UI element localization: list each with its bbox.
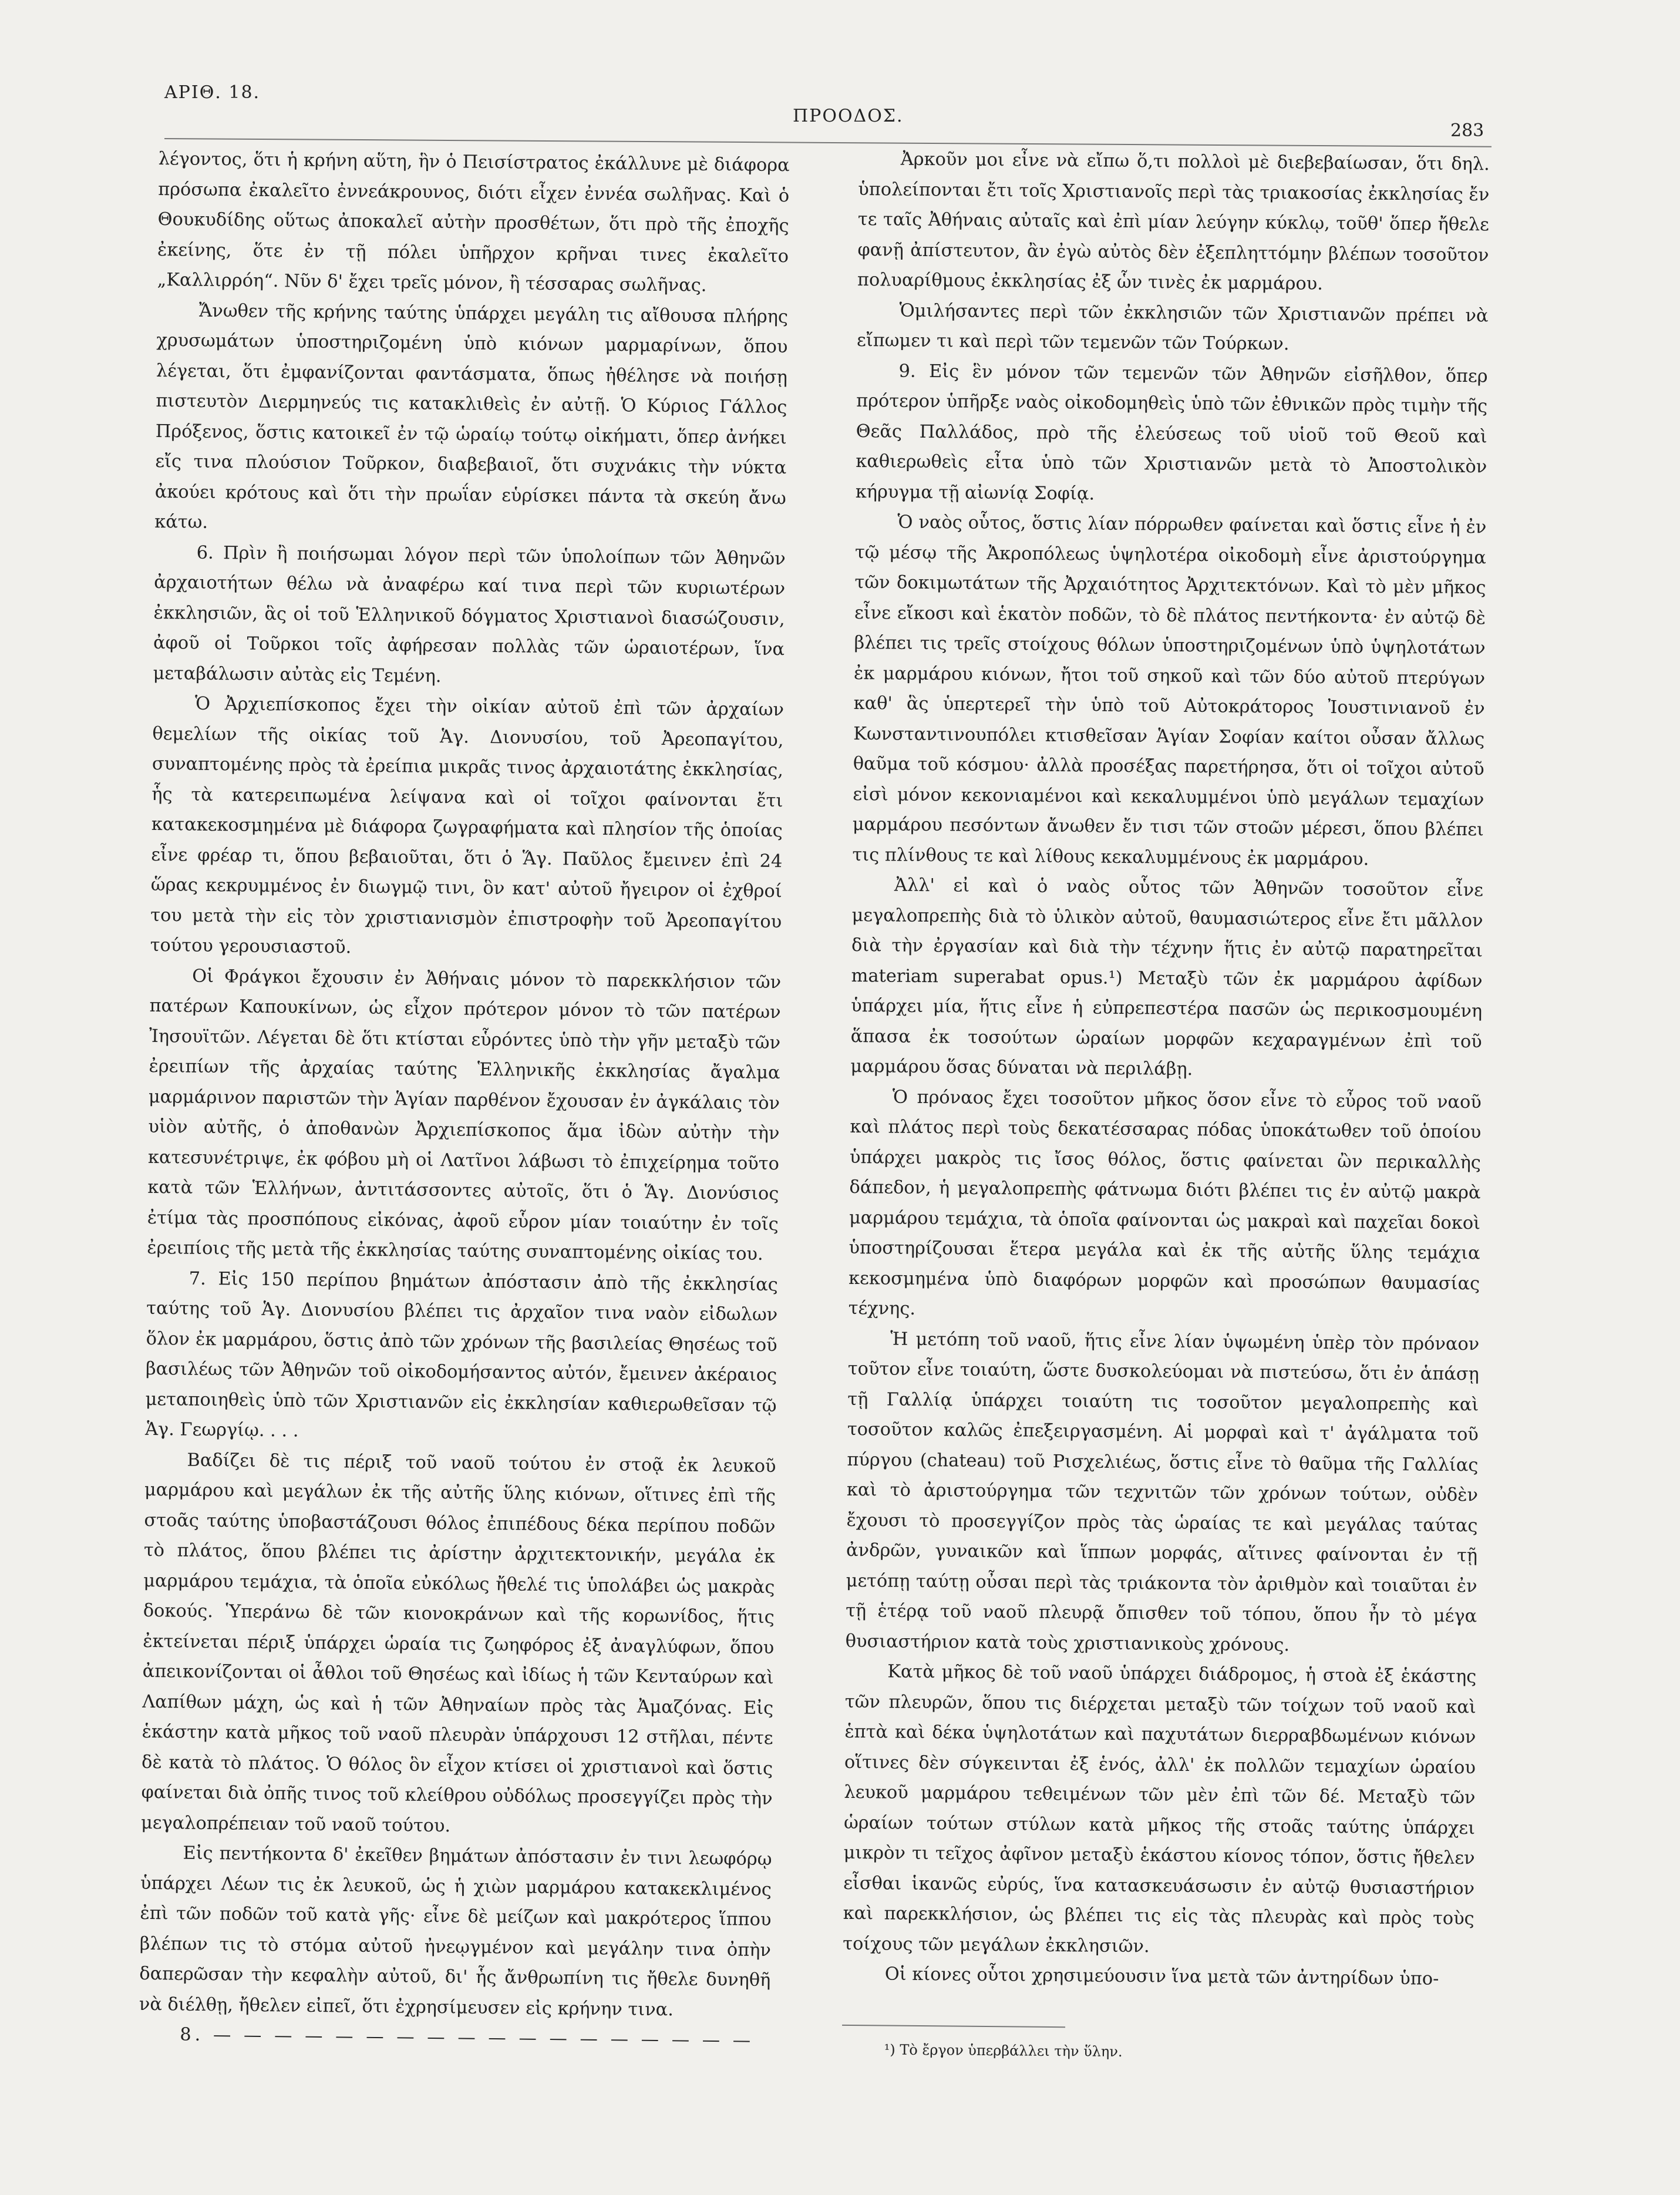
paragraph: Οἱ Φράγκοι ἔχουσιν ἐν Ἀθήναις μόνον τὸ παρεκκλήσιον τῶν πατέρων Καπουκίνων, ὡς εἶχον πρότερον μόνον τὸ τῶν πατέρων Ἰησουϊτῶν. Λέγεται δὲ ὅτι κτίσται εὗρόντες ὑπὸ τὴν γῆν μεταξὺ τῶν ἐρειπίων τῆς ἀρχαίας ταύτης Ἑλληνικῆς ἐκκλησίας ἄγαλμα μαρμάρινον παριστῶν τὴν Ἁγίαν παρθένον ἔχουσαν ἐν ἀγκάλαις τὸν υἱὸν αὐτῆς, ὁ ἀποθανὼν Ἀρχιεπίσκοπος ἅμα ἰδὼν αὐτὴν τὴν κατεσυνέτριψε, ἐκ φόβου μὴ οἱ Λατῖνοι λάβωσι τὸ ἐπιχείρημα τοῦτο κατὰ τῶν Ἑλλήνων, ἀντιτάσσοντες αὐτοῖς, ὅτι ὁ Ἅγ. Διονύσιος ἐτίμα τὰς προσπόπους εἰκόνας, ἀφοῦ εὗρον μίαν τοιαύτην ἐν τοῖς ἐρειπίοις τῆς μετὰ τῆς ἐκκλησίας ταύτης συναπτομένης οἰκίας του. <box>147 966 782 1265</box>
right-column <box>842 144 1490 2065</box>
paragraph: Ἄνωθεν τῆς κρήνης ταύτης ὑπάρχει μεγάλη τις αἴθουσα πλήρης χρυσωμάτων ὑποστηριζομένη ὑπὸ κιόνων μαρμαρίνων, ὅπου λέγεται, ὅτι ἐμφανίζονται φαντάσματα, ὅπως ἠθέλησε νὰ ποιήσῃ πιστευτὸν Διερμηνεύς τις κατακλιθεὶς ἐν αὐτῇ. Ὁ Κύριος Γάλλος Πρόξενος, ὅστις κατοικεῖ ἐν τῷ ὡραίῳ τούτῳ οἰκήματι, ὅπερ ἀνήκει εἴς τινα πλούσιον Τοῦρκον, διαβεβαιοῖ, ὅτι συχνάκις τὴν νύκτα ἀκούει κρότους καὶ ὅτι τὴν πρωΐαν εὑρίσκει πάντα τὰ σκεύη ἄνω κάτω. <box>154 300 789 533</box>
journal-title: ΠΡΟΟΔΟΣ. <box>793 106 904 126</box>
paragraph: 6. Πρὶν ἢ ποιήσωμαι λόγον περὶ τῶν ὑπολοίπων τῶν Ἀθηνῶν ἀρχαιοτήτων θέλω νὰ ἀναφέρω καί τινα περὶ τῶν κυριωτέρων ἐκκλησιῶν, ἃς οἱ τοῦ Ἑλληνικοῦ δόγματος Χριστιανοὶ διασώζουσιν, ἀφοῦ οἱ Τοῦρκοι τοῖς ἀφήρεσαν πολλὰς τῶν ὡραιοτέρων, ἵνα μεταβάλωσιν αὐτὰς εἰς Τεμένη. <box>153 542 786 687</box>
paragraph: Ὁ πρόναος ἔχει τοσοῦτον μῆκος ὅσον εἶνε τὸ εὖρος τοῦ ναοῦ καὶ πλάτος περὶ τοὺς δεκατέσσαρας πόδας ὑποκάτωθεν τοῦ ὁποίου ὑπάρχει μακρὸς τις ἴσος θόλος, ὅστις φαίνεται ὢν περικαλλὴς δάπεδον, ἡ μεγαλοπρεπὴς φάτνωμα διότι βλέπει τις ἐν αὐτῷ μακρὰ μαρμάρου τεμάχια, τὰ ὁποῖα φαίνονται ὡς μακραὶ καὶ παχεῖαι δοκοὶ ὑποστηρίζουσαι ἕτερα μεγάλα καὶ ἐκ τῆς αὐτῆς ὕλης τεμάχια κεκοσμημένα ὑπὸ διαφόρων μορφῶν καὶ προσώπων θαυμασίας τέχνης. <box>848 1087 1482 1319</box>
paragraph: Ἀλλ' εἰ καὶ ὁ ναὸς οὗτος τῶν Ἀθηνῶν τοσοῦτον εἶνε μεγαλοπρεπὴς διὰ τὸ ὑλικὸν αὐτοῦ, θαυμασιώτερος εἶνε ἔτι μᾶλλον διὰ τὴν ἐργασίαν καὶ διὰ τὴν τέχνην ἥτις ἐν αὐτῷ παρατηρεῖται materiam superabat opus.¹) Μεταξὺ τῶν ἐκ μαρμάρου ἀφίδων ὑπάρχει μία, ἥτις εἶνε ἡ εὐπρεπεστέρα πασῶν ὡς περικοσμουμένη ἅπασα ἐκ τοσούτων ὡραίων μορφῶν κεχαραγμένων ἐπὶ τοῦ μαρμάρου ὅσας δύναται νὰ περιλάβῃ. <box>850 875 1484 1080</box>
paragraph: Ἀρκοῦν μοι εἶνε νὰ εἴπω ὅ,τι πολλοὶ μὲ διεβεβαίωσαν, ὅτι δηλ. ὑπολείπονται ἔτι τοῖς Χριστιανοῖς περὶ τὰς τριακοσίας ἐκκλησίας ἔν τε ταῖς Ἀθήναις αὐταῖς καὶ ἐπὶ μίαν λεύγην κύκλῳ, τοῦθ' ὅπερ ἤθελε φανῇ ἀπίστευτον, ἂν ἐγὼ αὐτὸς δὲν ἐξεπληττόμην βλέπων τοσοῦτον πολυαρίθμους ἐκκλησίας ἐξ ὧν τινὲς ἐκ μαρμάρου. <box>857 149 1490 294</box>
paragraph: Ὁ ναὸς οὗτος, ὅστις λίαν πόρρωθεν φαίνεται καὶ ὅστις εἶνε ἡ ἐν τῷ μέσῳ τῆς Ἀκροπόλεως ὑψηλοτέρα οἰκοδομὴ εἶνε ἀριστούργημα τῶν δοκιμωτάτων τῆς Ἀρχαιότητος Ἀρχιτεκτόνων. Καὶ τὸ μὲν μῆκος εἶνε εἴκοσι καὶ ἑκατὸν ποδῶν, τὸ δὲ πλάτος πεντήκοντα· ἐν αὐτῷ δὲ βλέπει τις τρεῖς στοίχους θόλων ὑποστηριζομένων ὑπὸ ὑψηλοτάτων ἐκ μαρμάρου κιόνων, ἤτοι τοῦ σηκοῦ καὶ τῶν δύο αὐτοῦ πτερύγων καθ' ἃς ὑπερτερεῖ τὴν ὑπὸ τοῦ Αὐτοκράτορος Ἰουστινιανοῦ ἐν Κωνσταντινουπόλει κτισθεῖσαν Ἁγίαν Σοφίαν καίτοι οὖσαν ἄλλως θαῦμα τοῦ κόσμου· ἀλλὰ προσέξας παρετήρησα, ὅτι οἱ τοῖχοι αὐτοῦ εἰσὶ μόνον κεκονιαμένοι καὶ κεκαλυμμένοι ὑπὸ μεγάλων τεμαχίων μαρμάρου πεσόντων ἄνωθεν ἔν τισι τῶν στοῶν μέρεσι, ὅπου βλέπει τις πλίνθους τε καὶ λίθους κεκαλυμμένους ἐκ μαρμάρου. <box>852 512 1487 870</box>
paragraph: Ὁ Ἀρχιεπίσκοπος ἔχει τὴν οἰκίαν αὐτοῦ ἐπὶ τῶν ἀρχαίων θεμελίων τῆς οἰκίας τοῦ Ἁγ. Διονυσίου, τοῦ Ἀρεοπαγίτου, συναπτομένης πρὸς τὰ ἐρείπια μικρᾶς τινος ἀρχαιοτάτης ἐκκλησίας, ἧς τὰ κατερειπωμένα λείψανα καὶ οἱ τοῖχοι φαίνονται ἔτι κατακεκοσμημένα μὲ διάφορα ζωγραφήματα καὶ πλησίον τῆς ὁποίας εἶνε φρέαρ τι, ὅπου βεβαιοῦται, ὅτι ὁ Ἅγ. Παῦλος ἔμεινεν ἐπὶ 24 ὥρας κεκρυμμένος ἐν διωγμῷ τινι, ὃν κατ' αὐτοῦ ἤγειρον οἱ ἐχθροί του μετὰ τὴν εἰς τὸν χριστιανισμὸν ἐπιστροφὴν τοῦ Ἀρεοπαγίτου τούτου γερουσιαστοῦ. <box>150 693 785 958</box>
paragraph: Εἰς πεντήκοντα δ' ἐκεῖθεν βημάτων ἀπόστασιν ἐν τινι λεωφόρῳ ὑπάρχει Λέων τις ἐκ λευκοῦ, ὡς ἡ χιὼν μαρμάρου κατακεκλιμένος ἐπὶ τῶν ποδῶν τοῦ κατὰ γῆς· εἶνε δὲ μείζων καὶ μακρότερος ἵππου βλέπων τις τὸ στόμα αὐτοῦ ἠνεῳγμένον καὶ μεγάλην τινα ὀπὴν δαπερῶσαν τὴν κεφαλὴν αὐτοῦ, δι' ἧς ἄνθρωπίνη τις ἤθελε δυνηθῆ νὰ διέλθῃ, ἤθελεν εἰπεῖ, ὅτι ἐχρησίμευσεν εἰς κρήνην τινα. <box>139 1843 772 2020</box>
paragraph: Ὁμιλήσαντες περὶ τῶν ἐκκλησιῶν τῶν Χριστιανῶν πρέπει νὰ εἴπωμεν τι καὶ περὶ τῶν τεμενῶν τῶν Τούρκων. <box>856 300 1489 355</box>
paragraph: 9. Εἰς ἓν μόνον τῶν τεμενῶν τῶν Ἀθηνῶν εἰσῆλθον, ὅπερ πρότερον ὑπῆρξε ναὸς οἰκοδομηθεὶς ὑπὸ τῶν ἐθνικῶν πρὸς τιμὴν τῆς Θεᾶς Παλλάδος, πρὸ τῆς ἐλεύσεως τοῦ υἱοῦ τοῦ Θεοῦ καὶ καθιερωθεὶς εἶτα ὑπὸ τῶν Χριστιανῶν μετὰ τὸ Ἀποστολικὸν κήρυγμα τῇ αἰωνίᾳ Σοφίᾳ. <box>855 361 1488 505</box>
footnote: ¹) Τὸ ἔργον ὑπερβάλλει τὴν ὕλην. <box>884 2041 1123 2060</box>
left-column <box>139 144 790 2056</box>
paragraph: 7. Εἰς 150 περίπου βημάτων ἀπόστασιν ἀπὸ τῆς ἐκκλησίας ταύτης τοῦ Ἁγ. Διονυσίου βλέπει τις ἀρχαῖον τινα ναὸν εἰδωλων ὅλον ἐκ μαρμάρου, ὅστις ἀπὸ τῶν χρόνων τῆς βασιλείας Θησέως τοῦ βασιλέως τῶν Ἀθηνῶν τοῦ οἰκοδομήσαντος αὐτόν, ἔμεινεν ἀκέραιος μεταποιηθεὶς ὑπὸ τῶν Χριστιανῶν εἰς ἐκκλησίαν καθιερωθεῖσαν τῷ Ἁγ. Γεωργίῳ. . . . <box>144 1268 778 1441</box>
paragraph: Κατὰ μῆκος δὲ τοῦ ναοῦ ὑπάρχει διάδρομος, ἡ στοὰ ἐξ ἑκάστης τῶν πλευρῶν, ὅπου τις διέρχεται μεταξὺ τῶν τοίχων τοῦ ναοῦ καὶ ἑπτὰ καὶ δέκα ὑψηλοτάτων καὶ παχυτάτων διερραβδωμένων κιόνων οἵτινες δὲν σύγκεινται ἐξ ἑνός, ἀλλ' ἐκ πολλῶν τεμαχίων ὡραίου λευκοῦ μαρμάρου τεθειμένων τῶν μὲν ἐπὶ τῶν δέ. Μεταξὺ τῶν ὡραίων τούτων στύλων κατὰ μῆκος τῆς στοᾶς ταύτης ὑπάρχει μικρὸν τι τεῖχος ἀφῖνον μεταξὺ ἑκάστου κίονος τόπον, ὅστις ἤθελεν εἶσθαι ἱκανῶς εὐρύς, ἵνα κατασκευάσωσιν ἐν αὐτῷ θυσιαστήριον καὶ παρεκκλήσιον, ὡς βλέπει τις εἰς τὰς πλευρὰς καὶ πρὸς τοὺς τοίχους τῶν μεγάλων ἐκκλησιῶν. <box>843 1661 1477 1957</box>
paragraph: Οἱ κίονες οὗτοι χρησιμεύουσιν ἵνα μετὰ τῶν ἀντηρίδων ὑπο- <box>884 1964 1439 1989</box>
paragraph: λέγοντος, ὅτι ἡ κρήνη αὕτη, ἣν ὁ Πεισίστρατος ἐκάλλυνε μὲ διάφορα πρόσωπα ἐκαλεῖτο ἐννεάκρουνος, διότι εἶχεν ἐννέα σωλῆνας. Καὶ ὁ Θουκυδίδης οὕτως ἀποκαλεῖ αὐτὴν προσθέτων, ὅτι πρὸ τῆς ἐποχῆς ἐκείνης, ὅτε ἐν τῇ πόλει ὑπῆρχον κρῆναι τινες ἐκαλεῖτο „Καλλιρρόη“. Νῦν δ' ἔχει τρεῖς μόνον, ἢ τέσσαρας σωλῆνας. <box>157 148 790 296</box>
page-number: 283 <box>1450 120 1484 141</box>
page-header <box>164 76 1497 153</box>
issue-number: ΑΡΙΘ. 18. <box>164 82 261 103</box>
paragraph: Βαδίζει δὲ τις πέριξ τοῦ ναοῦ τούτου ἐν στοᾷ ἐκ λευκοῦ μαρμάρου καὶ μεγάλων ἐκ τῆς αὐτῆς ὕλης κιόνων, οἵτινες ἐπὶ τῆς στοᾶς ταύτης ὑποβαστάζουσι θόλος ἐπιπέδους δέκα περίπου ποδῶν τὸ πλάτος, ὅπου βλέπει τις ἀρίστην ἀρχιτεκτονικήν, μεγάλα ἐκ μαρμάρου τεμάχια, τὰ ὁποῖα εὐκόλως ἤθελέ τις ὑπολάβει ὡς μακρὰς δοκούς. Ὑπεράνω δὲ τῶν κιονοκράνων καὶ τῆς κορωνίδος, ἥτις ἐκτείνεται πέριξ ὑπάρχει ὡραία τις ζωηφόρος ἐξ ἀναγλύφων, ὅπου ἀπεικονίζονται οἱ ἆθλοι τοῦ Θησέως καὶ ἰδίως ἡ τῶν Κενταύρων καὶ Λαπίθων μάχη, ὡς καὶ ἡ τῶν Ἀθηναίων πρὸς τὰς Ἀμαζόνας. Εἰς ἑκάστην κατὰ μῆκος τοῦ ναοῦ πλευρὰν ὑπάρχουσι 12 στῆλαι, πέντε δὲ κατὰ τὸ πλάτος. Ὁ θόλος ὃν εἶχον κτίσει οἱ χριστιανοὶ καὶ ὅστις φαίνεται διὰ ὀπῆς τινος τοῦ κλείθρου οὐδόλως προσεγγίζει πρὸς τὴν μεγαλοπρέπειαν τοῦ ναοῦ τούτου. <box>140 1450 776 1836</box>
paragraph: Ἡ μετόπη τοῦ ναοῦ, ἥτις εἶνε λίαν ὑψωμένη ὑπὲρ τὸν πρόναον τοῦτον εἶνε τοιαύτη, ὥστε δυσκολεύομαι νὰ πιστεύσω, ὅτι ἐν ἁπάσῃ τῇ Γαλλίᾳ ὑπάρχει τοιαύτη τις τοσοῦτον μεγαλοπρεπὴς καὶ τοσοῦτον καλῶς ἐπεξειργασμένη. Αἱ μορφαὶ καὶ τ' ἀγάλματα τοῦ πύργου (chateau) τοῦ Ρισχελιέως, ὅστις εἶνε τὸ θαῦμα τῆς Γαλλίας καὶ τὸ ἀριστούργημα τῶν τεχνιτῶν τῶν χρόνων τούτων, οὐδὲν ἔχουσι τὸ προσεγγίζον πρὸς τὰς ὡραίας τε καὶ μεγάλας ταύτας ἀνδρῶν, γυναικῶν καὶ ἵππων μορφάς, αἵτινες φαίνονται ἐν τῇ μετόπῃ ταύτῃ οὖσαι περὶ τὰς τριάκοντα τὸν ἀριθμὸν καὶ τοιαῦται ἐν τῇ ἑτέρᾳ τοῦ ναοῦ πλευρᾷ ὄπισθεν τοῦ τόπου, ὅπου ἦν τὸ μέγα θυσιαστήριον κατὰ τοὺς χριστιανικοὺς χρόνους. <box>845 1329 1480 1656</box>
section-eight-dashes: 8. — — — — — — — — — — — — — — — — — — <box>180 2024 755 2051</box>
footnote-rule <box>842 2024 1065 2027</box>
